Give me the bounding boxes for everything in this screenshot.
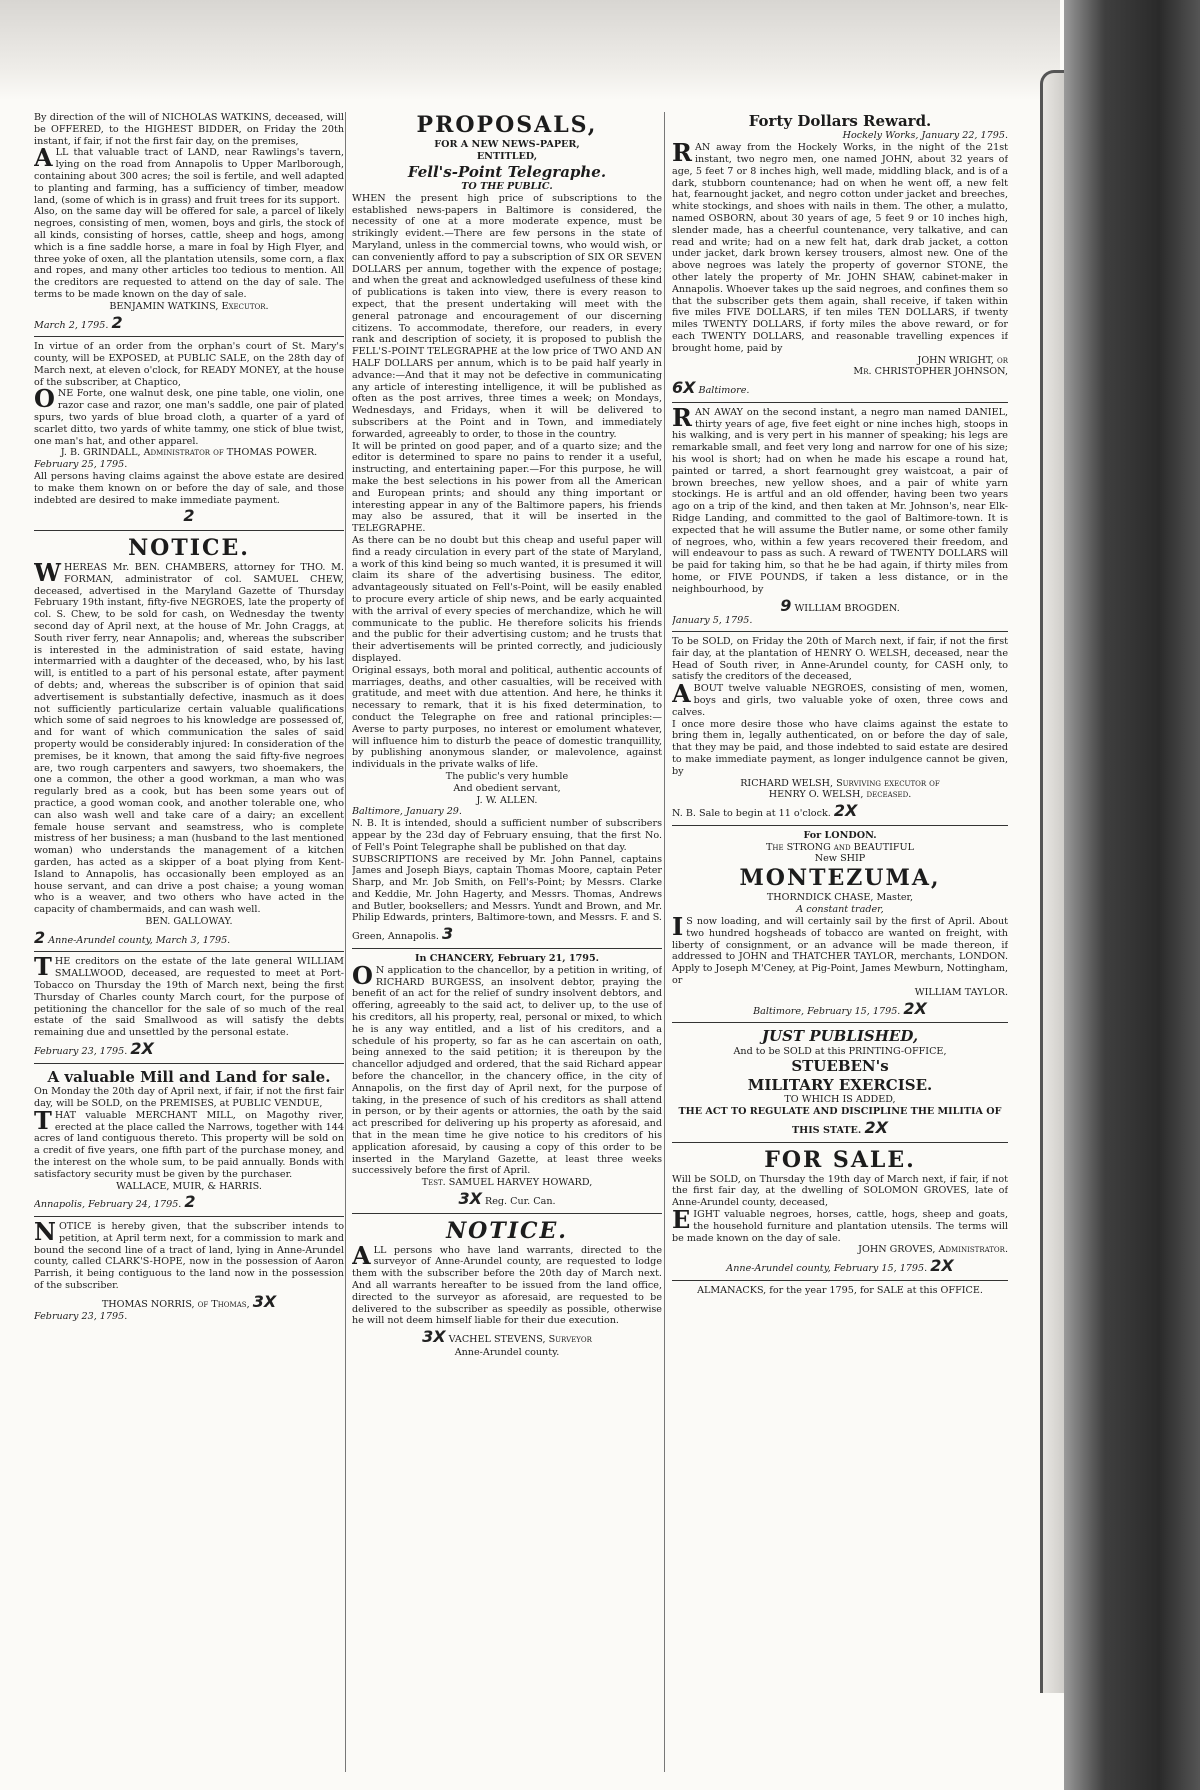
ad-intro: By direction of the will of NICHOLAS WATKINS, deceased, will be OFFERED, to the HIGHEST BIDDER, on Friday the 20th instant, if fair, if not the first fair day, on the premises, (34, 112, 344, 147)
handwritten-mark: 3X (252, 1291, 277, 1311)
column-rule (664, 112, 665, 1772)
ad-body: AN AWAY on the second instant, a negro man named DANIEL, thirty years of age, five feet eight or nine inches high, stoops in his walking, and is very pert in his manner of speaking; his legs are remarkable small, and feet very long and narrow for one of his size; his wool is short; had on when he made his escape a round hat, painted or tarred, a short fearnought grey waistcoat, a pair of brown breeches, new yellow shoes, and a pair of white yarn stockings. He is artful and an old offender, having been two years ago on a trip of the kind, and then taken at Mr. Johnson's, near Elk-Ridge Landing, and committed to the gaol of Baltimore-town. It is expected that he will assume the Butler name, or some other family of negroes, who, within a few years recovered their freedom, and will endeavour to pass as such. A reward of TWENTY DOLLARS will be paid for taking him, so that he be had again, if thirty miles from home, or FIVE POUNDS, if taken a less distance, or in the neighbourhood, by (672, 406, 1008, 595)
ad-signer: BENJAMIN WATKINS, Executor. (109, 300, 269, 312)
handwritten-mark: 2X (864, 1117, 889, 1137)
ad-heading: JUST PUBLISHED, (761, 1027, 919, 1046)
drop-cap: O (34, 384, 55, 414)
ad-body: Also, on the same day will be offered for sale, a parcel of likely negroes, consisting of men, women, boys and girls, the stock of all kinds, consisting of horses, cattle, sheep and hogs, among which is a fine saddle horse, a mare in foal by High Flyer, and three yoke of oxen, all the plantation utensils, some corn, a flax and ropes, and many other articles too tedious to mention. All the creditors are requested to attend on the day of sale. The terms to be made known on the day of sale. (34, 206, 344, 300)
ad-signer: JOHN WRIGHT, or (917, 354, 1008, 366)
ad-body: N. B. It is intended, should a sufficient number of subscribers appear by the 23d day of February ensuing, that the first No. of Fell's Point Telegraphe shall be published on that day. (352, 818, 662, 853)
ad-nb: N. B. Sale to begin at 11 o'clock. (672, 808, 831, 820)
ad-subheading: The STRONG and BEAUTIFUL (765, 841, 915, 853)
ad-signer: WILLIAM BROGDEN. (794, 602, 900, 614)
ad-signer: WALLACE, MUIR, & HARRIS. (116, 1180, 262, 1192)
book-title: MILITARY EXERCISE. (747, 1075, 933, 1094)
scan-right-edge (1064, 0, 1200, 1790)
ad-body: HEREAS Mr. BEN. CHAMBERS, attorney for THO. M. FORMAN, administrator of col. SAMUEL CHEW, deceased, advertised in the Maryland Gazette of Thursday February 19th instant, fifty-five NEGROES, late the property of col. S. Chew, to be sold for cash, on Wednesday the twenty second day of April next, at the house of Mr. John Craggs, at South river ferry, near Annapolis; and, whereas the subscriber is interested in the administration of said estate, having intermarried with a daughter of the deceased, who, by his last will, is entitled to a part of his personal estate, after payment of debts; and, whereas the subscriber is of opinion that said advertisement is substantially defective, inasmuch as it does not sufficiently particularize certain valuable qualifications which some of said negroes to his knowledge are possessed of, and for want of which communication the sales of said property would be considerably injured: In consideration of the premises, be it known, that among the said fifty-five negroes are, two rough carpenters and sawyers, two shoemakers, the one a common, the other a good workman, a man who was regularly bred as a cook, but has been some years out of practice, a good woman cook, and another tolerable one, who can also wash well and take care of a dairy; an excellent female house servant and seamstress, who is complete mistress of her business; a man (husband to the last mentioned woman) who understands the management of a kitchen garden, has acted as a skipper of a boat plying from Kent-Island to Annapolis, has occasionally been employed as an house servant, and can drive a post chaise; a young woman who is a weaver, and two others who have acted in the capacity of chambermaids, and can wash well. (34, 562, 344, 916)
drop-cap: A (352, 1240, 371, 1270)
ad-heading: NOTICE. (446, 1217, 568, 1244)
ad-body: OTICE is hereby given, that the subscriber intends to petition, at April term next, for a commission to mark and bound the second line of a tract of land, lying in Anne-Arundel county, called CLARK'S-HOPE, now in the possession of Aaron Parrish, it being contiguous to the land now in the possession of the subscriber. (34, 1221, 344, 1291)
paper-title: Fell's-Point Telegraphe. (407, 162, 607, 181)
ad-heading: In CHANCERY, February 21, 1795. (414, 952, 600, 964)
ad-body: ALMANACKS, for the year 1795, for SALE at this OFFICE. (697, 1284, 983, 1296)
ad-welsh-negroes-sale (672, 636, 1008, 826)
drop-cap: I (672, 911, 684, 941)
ad-heading: Forty Dollars Reward. (748, 112, 932, 130)
handwritten-mark: 2 (111, 312, 123, 332)
ad-forty-dollars-reward (672, 112, 1008, 403)
ad-test: Test. (421, 1177, 446, 1189)
ad-signer-place: Baltimore. (698, 385, 750, 397)
ad-date: Annapolis, February 24, 1795. (34, 1199, 182, 1211)
drop-cap: N (34, 1217, 56, 1246)
drop-cap: O (352, 960, 373, 990)
ad-heading: NOTICE. (128, 535, 250, 562)
ad-ship-montezuma (672, 830, 1008, 1023)
handwritten-mark: 3X (458, 1188, 482, 1208)
ad-signer: J. W. ALLEN. (476, 794, 538, 806)
ad-subheading: FOR A NEW NEWS-PAPER, (434, 139, 580, 151)
column-right (672, 112, 1008, 1772)
ad-body: BOUT twelve valuable NEGROES, consisting of men, women, boys and girls, two valuable yoke of oxen, three cows and calves. (672, 683, 1008, 718)
ad-subheading: And to be SOLD at this PRINTING-OFFICE, (733, 1045, 947, 1057)
ad-body: S now loading, and will certainly sail by the first of April. About two hundred hogsheads of tobacco are wanted on freight, with liberty of consignment, or an advance will be made thereon, if addressed to JOHN and THATCHER TAYLOR, merchants, LONDON. Apply to Joseph M'Ceney, at Pig-Point, James Mewburn, Nottingham, or (672, 915, 1008, 986)
ad-groves-sale (672, 1147, 1008, 1281)
ad-date: Baltimore, January 29. (352, 806, 462, 818)
ad-stevens-notice (352, 1218, 662, 1363)
ad-date: February 23, 1795. (34, 1311, 128, 1323)
ad-heading: A valuable Mill and Land for sale. (47, 1067, 331, 1086)
ad-mill-sale (34, 1068, 344, 1217)
drop-cap: R (672, 138, 692, 168)
drop-cap: A (672, 679, 691, 709)
ad-body: All persons having claims against the above estate are desired to make them known on or before the day of sale, and those indebted are desired to make immediate payment. (34, 470, 344, 506)
ad-date: Anne-Arundel county, March 3, 1795. (48, 934, 231, 946)
ad-subheading: TO WHICH IS ADDED, (784, 1094, 896, 1106)
handwritten-mark: 6X (672, 378, 696, 398)
ad-body: LL persons who have land warrants, directed to the surveyor of Anne-Arundel county, are requested to lodge them with the subscriber before the 20th day of March next. And all warrants hereafter to be issued from the land office, directed to the surveyor as aforesaid, are requested to be delivered to the subscriber as speedily as possible, otherwise he will not deem himself liable for their due execution. (352, 1244, 662, 1327)
drop-cap: W (34, 558, 61, 588)
column-rule (345, 112, 346, 1772)
ad-closing: And obedient servant, (453, 782, 561, 794)
handwritten-mark: 2 (34, 927, 46, 947)
ad-smallwood-creditors (34, 952, 344, 1063)
ad-subheading: ENTITLED, (476, 150, 538, 162)
handwritten-mark: 2 (183, 506, 195, 526)
ad-dateline: Hockely Works, January 22, 1795. (842, 130, 1008, 142)
ad-intro: On Monday the 20th day of April next, if fair, if not the first fair day, will be SOLD, on the PREMISES, at PUBLIC VENDUE, (34, 1086, 344, 1109)
ad-signer: SAMUEL HARVEY HOWARD, (448, 1177, 593, 1189)
ad-body: As there can be no doubt but this cheap and useful paper will find a ready circulation in every part of the state of Maryland, a work of this kind being so much wanted, it is presumed it will claim its share of the advertising business. The editor, advantageously situated on Fell's-Point, will be easily enabled to procure every article of ship news, and be early acquainted with the arrival of every species of merchandize, which he will communicate to the public. He therefore solicits his friends and the public for their advertising custom; and he trusts that their advertisements will be printed correctly, and judiciously displayed. (352, 534, 662, 664)
handwritten-mark: 2X (833, 801, 858, 821)
ad-body: WHEN the present high price of subscriptions to the established news-papers in Baltimore is considered, the necessity of one at a more moderate expence, must be strikingly evident.—There are few persons in the state of Maryland, unless in the commercial towns, who would wish, or can conveniently afford to pay a subscription of SIX OR SEVEN DOLLARS per annum, together with the expence of postage; and when the great and acknowledged usefulness of these kind of publications is taken into view, there is every reason to expect, that the present undertaking will meet with the general patronage and encouragement of our discerning citizens. To accommodate, therefore, our readers, in every rank and description of society, it is proposed to publish the FELL'S-POINT TELEGRAPHE at the low price of TWO AND AN HALF DOLLARS per annum, which is to be paid half yearly in advance:—And that it may not be defective in communicating any article of interesting intelligence, it will be published as often as the post arrives, three times a week; on Mondays, Wednesdays, and Fridays, when it will be delivered to subscribers at the Point and in Town, and immediately forwarded, agreeably to order, to those in the country. (352, 192, 662, 440)
ad-chancery-burgess (352, 953, 662, 1214)
ad-intro: In virtue of an order from the orphan's court of St. Mary's county, will be EXPOSED, at PUBLIC SALE, on the 28th day of March next, at eleven o'clock, for READY MONEY, at the house of the subscriber, at Chaptico, (34, 341, 344, 388)
ad-galloway-notice (34, 535, 344, 952)
drop-cap: A (34, 143, 53, 173)
ad-heading: For LONDON. (803, 829, 877, 841)
ad-date: February 23, 1795. (34, 1046, 128, 1058)
ad-signer: Mr. CHRISTOPHER JOHNSON, (853, 366, 1008, 378)
book-subtitle: THE ACT TO REGULATE AND DISCIPLINE THE MILITIA OF THIS STATE. (678, 1106, 1002, 1136)
ad-watkins-land-sale (34, 112, 344, 337)
book-title: STUEBEN's (791, 1057, 889, 1076)
column-left (34, 112, 344, 1772)
ad-body: HE creditors on the estate of the late general WILLIAM SMALLWOOD, deceased, are requested to meet at Port-Tobacco on Thursday the 19th of March next, being the first Thursday of Charles county March court, for the purpose of petitioning the chancellor for the sale of so much of the real estate of the said Smallwood as will satisfy the debts remaining due and unsettled by the personal estate. (34, 956, 344, 1039)
drop-cap: T (34, 1105, 52, 1135)
ad-heading: PROPOSALS, (416, 112, 598, 138)
ad-body: IGHT valuable negroes, horses, cattle, hogs, sheep and goats, the household furniture and plantation utensils. The terms will be made known on the day of sale. (672, 1208, 1008, 1244)
handwritten-mark: 2 (184, 1192, 196, 1212)
ad-body: LL that valuable tract of LAND, near Rawlings's tavern, lying on the road from Annapolis to Upper Marlborough, containing about 300 acres; the soil is fertile, and well adapted to planting and farming, has a sufficiency of timber, meadow land, (some of which is in grass) and fruit trees for its support. (34, 147, 344, 206)
ad-closing: The public's very humble (445, 770, 569, 782)
ship-trader: A constant trader, (796, 904, 884, 916)
ad-intro: Will be SOLD, on Thursday the 19th day of March next, if fair, if not the first fair day, at the dwelling of SOLOMON GROVES, late of Anne-Arundel county, deceased, (672, 1173, 1008, 1209)
ad-norris-notice (34, 1217, 344, 1327)
ad-signer: BEN. GALLOWAY. (145, 916, 233, 927)
ad-almanacs (672, 1285, 1008, 1301)
ad-signer: WILLIAM TAYLOR. (914, 986, 1008, 998)
ad-signer: J. B. GRINDALL, Administrator of THOMAS POWER. (60, 447, 318, 459)
handwritten-mark: 2X (903, 998, 927, 1018)
ad-proposals-telegraphe (352, 112, 662, 949)
handwritten-mark: 9 (780, 595, 792, 615)
ship-name: MONTEZUMA, (739, 865, 941, 892)
ship-master: THORNDICK CHASE, Master, (766, 892, 914, 904)
handwritten-mark: 3 (441, 924, 454, 944)
column-middle (352, 112, 662, 1772)
ad-body: It will be printed on good paper, and of a quarto size; and the editor is determined to spare no pains to render it a useful, instructing, and entertaining paper.—For this purpose, he will make the best selections in his power from all the American and European prints; and should any thing important or interesting appear in any of the Baltimore papers, his friends may also be assured, that it will be inserted in the TELEGRAPHE. (352, 440, 662, 535)
ad-subheading: New SHIP (814, 853, 866, 865)
drop-cap: R (672, 402, 692, 432)
handwritten-mark: 2X (130, 1039, 154, 1059)
ad-date: Baltimore, February 15, 1795. (753, 1005, 901, 1017)
ad-date: Anne-Arundel county, February 15, 1795. (726, 1263, 928, 1275)
handwritten-mark: 3X (422, 1327, 446, 1347)
ad-signer: HENRY O. WELSH, deceased. (768, 789, 912, 801)
ad-subheading: TO THE PUBLIC. (461, 181, 553, 193)
ad-heading: FOR SALE. (764, 1146, 916, 1173)
ad-signer-title: Anne-Arundel county. (454, 1346, 560, 1358)
ad-signer: VACHEL STEVENS, Surveyor (448, 1334, 592, 1346)
ad-body: I once more desire those who have claims against the estate to bring them in, legally authenticated, on or before the day of sale, that they may be paid, and those indebted to said estate are desired to make immediate payment, as longer indulgence cannot be given, by (672, 718, 1008, 777)
ad-date: February 25, 1795. (34, 459, 128, 471)
drop-cap: T (34, 952, 52, 982)
ad-grindall-sale (34, 341, 344, 531)
ad-intro: To be SOLD, on Friday the 20th of March next, if fair, if not the first fair day, at the plantation of HENRY O. WELSH, deceased, near the Head of South river, in Anne-Arundel county, for CASH only, to satisfy the creditors of the deceased, (672, 636, 1008, 683)
handwritten-mark: 2X (930, 1256, 954, 1276)
ad-body: N application to the chancellor, by a petition in writing, of RICHARD BURGESS, an insolvent debtor, praying the benefit of an act for the relief of sundry insolvent debtors, and offering, agreeably to the said act, to deliver up, to the use of his creditors, all his property, real, personal or mixed, to which he is any way entitled, and a list of his creditors, and a schedule of his property, so far as he can ascertain on oath, being annexed to the said petition; it is thereupon by the chancellor adjudged and ordered, that the said Richard appear before the chancellor, in the chancery office, in the city of Annapolis, on the first day of April next, for the purpose of taking, in the presence of such of his creditors as shall attend in person, or by their agents or attornies, the oath by the said act prescribed for delivering up his property as aforesaid, and that in the mean time he give notice to his creditors of his application aforesaid, by causing a copy of this order to be inserted in the Maryland Gazette, at least three weeks successively before the first of April. (352, 964, 662, 1177)
ad-body: HAT valuable MERCHANT MILL, on Magothy river, erected at the place called the Narrows, together with 144 acres of land contiguous thereto. This property will be sold on a credit of five years, one fifth part of the purchase money, and the interest on the whole sum, to be paid annually. Bonds with satisfactory security must be given by the purchaser. (34, 1109, 344, 1180)
ad-body: Original essays, both moral and political, authentic accounts of marriages, deaths, and other casualties, will be received with gratitude, and meet with due attention. And here, he thinks it necessary to remark, that it is his fixed determination, to conduct the Telegraphe on free and rational principles:—Averse to party purposes, no interest or emolument whatever, will influence him to disturb the peace of domestic tranquillity, by publishing anonymous slander, or malevolence, against individuals in the private walks of life. (352, 664, 662, 771)
ad-signer: RICHARD WELSH, Surviving executor of (740, 777, 940, 789)
ad-body: AN away from the Hockely Works, in the night of the 21st instant, two negro men, one named JOHN, about 32 years of age, 5 feet 7 or 8 inches high, well made, middling black, and is of a dark, stubborn countenance; had on when he went off, a new felt hat, fearnought jacket, and negro cotton under jacket and breeches, white stockings, and shoes with nails in them. The other, a mulatto, named OSBORN, about 30 years of age, 5 feet 9 or 10 inches high, slender made, has a cheerful countenance, very talkative, and can read and write; had on a new felt hat, dark drab jacket, a cotton under jacket, dark brown kersey trousers, almost new. One of the above negroes was lately the property of governor STONE, the other lately the property of Mr. JOHN SHAW, cabinet-maker in Annapolis. Whoever takes up the said negroes, and confines them so that the subscriber gets them again, shall receive, if taken within five miles FIVE DOLLARS, if ten miles TEN DOLLARS, if twenty miles TWENTY DOLLARS, if forty miles the above reward, or for each TWENTY DOLLARS, and reasonable travelling expences if brought home, paid by (672, 142, 1008, 354)
ad-daniel-runaway (672, 402, 1008, 632)
ad-date: January 5, 1795. (672, 615, 753, 627)
ad-date: March 2, 1795. (34, 319, 109, 331)
drop-cap: E (672, 1204, 691, 1234)
ad-signer: THOMAS NORRIS, of Thomas, (101, 1298, 250, 1310)
ad-body: NE Forte, one walnut desk, one pine table, one violin, one razor case and razor, one man's saddle, one pair of plated spurs, two yards of blue broad cloth, a quarter of a yard of scarlet ditto, two yards of white tammy, one stick of blue twist, one man's hat, and other apparel. (34, 388, 344, 447)
ad-steuben-military-exercise (672, 1027, 1008, 1142)
ad-signer: JOHN GROVES, Administrator. (858, 1244, 1008, 1256)
scan-top-edge (0, 0, 1060, 100)
ad-body: SUBSCRIPTIONS are received by Mr. John Pannel, captains James and Joseph Biays, captain Thomas Moore, captain Peter Sharp, and Mr. Job Smith, on Fell's-Point; by Messrs. Clarke and Keddie, Mr. John Hagerty, and Messrs. Thomas, Andrews and Butler, booksellers; and Messrs. Yundt and Brown, and Mr. Philip Edwards, printers, Baltimore-town, and Messrs. F. and S. Green, Annapolis. (352, 853, 662, 943)
ad-signer-title: Reg. Cur. Can. (484, 1195, 556, 1207)
